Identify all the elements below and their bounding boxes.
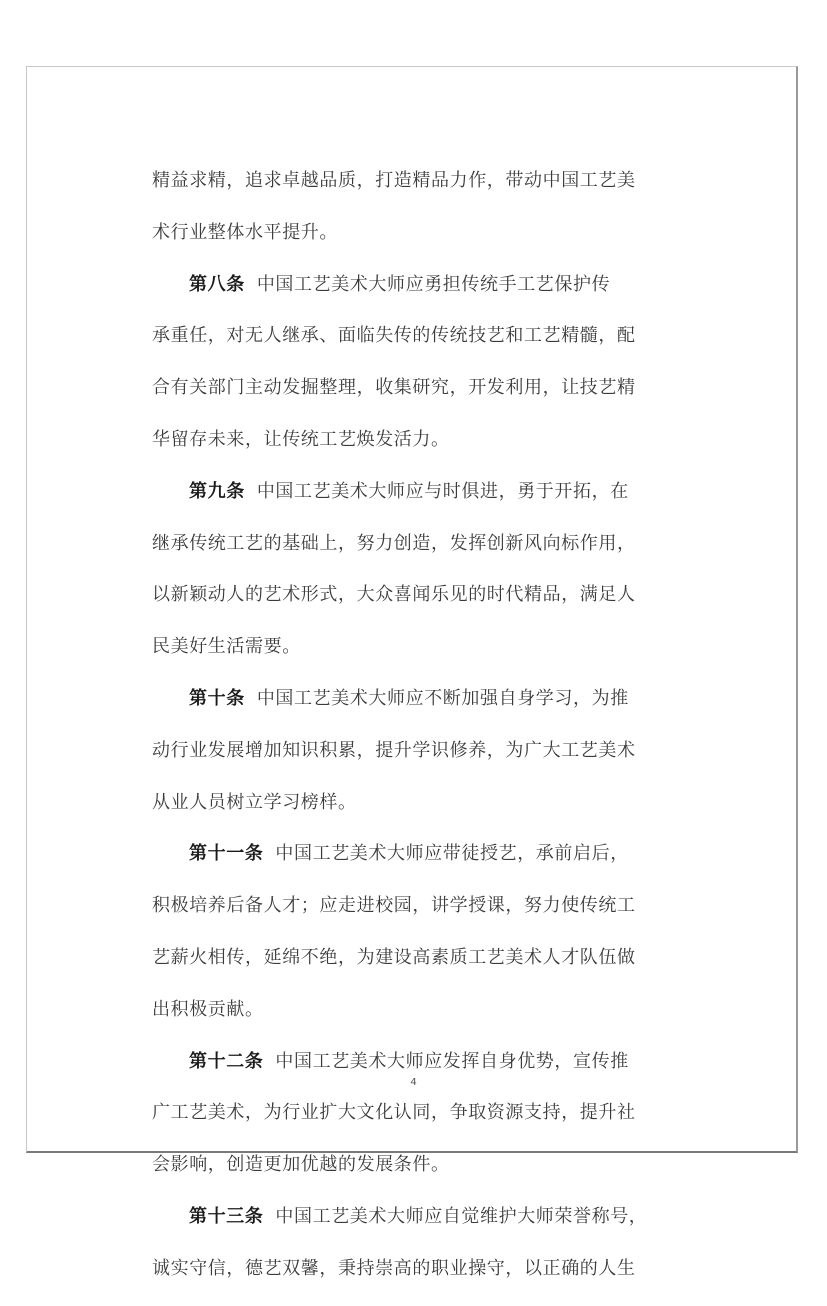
line-text: 中国工艺美术大师应发挥自身优势，宣传推	[275, 1050, 629, 1072]
line-text: 从业人员树立学习榜样。	[152, 791, 357, 813]
text-line	[152, 425, 692, 477]
text-line	[152, 632, 692, 684]
line-text: 积极培养后备人才；应走进校园，讲学授课，努力使传统工	[152, 895, 636, 917]
line-text: 中国工艺美术大师应自觉维护大师荣誉称号，	[275, 1205, 648, 1227]
line-text: 中国工艺美术大师应不断加强自身学习，为推	[256, 687, 629, 709]
text-line	[152, 1254, 692, 1306]
line-text: 动行业发展增加知识积累，提升学识修养，为广大工艺美术	[152, 739, 636, 761]
line-text: 术行业整体水平提升。	[152, 221, 338, 243]
line-text: 出积极贡献。	[152, 998, 264, 1020]
line-text: 中国工艺美术大师应勇担传统手工艺保护传	[256, 273, 611, 295]
text-line	[152, 1098, 692, 1150]
article-number: 第十三条	[189, 1205, 264, 1227]
text-line	[152, 788, 692, 840]
article-line	[152, 477, 692, 529]
document-body	[152, 166, 692, 1306]
text-line	[152, 580, 692, 632]
text-line	[152, 529, 692, 581]
line-text: 中国工艺美术大师应带徒授艺，承前启后，	[275, 843, 629, 865]
line-text: 中国工艺美术大师应与时俱进，勇于开拓，在	[256, 480, 629, 502]
text-line	[152, 373, 692, 425]
line-text: 精益求精，追求卓越品质，打造精品力作，带动中国工艺美	[152, 170, 636, 191]
article-line	[152, 270, 692, 322]
article-number: 第九条	[189, 480, 245, 502]
line-text: 广工艺美术，为行业扩大文化认同，争取资源支持，提升社	[152, 1102, 636, 1124]
line-text: 民美好生活需要。	[152, 636, 301, 658]
article-line	[152, 684, 692, 736]
text-line	[152, 321, 692, 373]
line-text: 以新颖动人的艺术形式，大众喜闻乐见的时代精品，满足人	[152, 584, 636, 606]
article-line	[152, 1047, 692, 1099]
text-line	[152, 1150, 692, 1202]
text-line	[152, 995, 692, 1047]
text-line	[152, 736, 692, 788]
article-number: 第十一条	[189, 843, 264, 865]
text-line	[152, 943, 692, 995]
page-number: 4	[410, 1077, 417, 1088]
line-text: 艺薪火相传，延绵不绝，为建设高素质工艺美术人才队伍做	[152, 946, 636, 968]
line-text: 会影响，创造更加优越的发展条件。	[152, 1154, 450, 1176]
text-line	[152, 891, 692, 943]
line-text: 继承传统工艺的基础上，努力创造，发挥创新风向标作用，	[152, 532, 636, 554]
article-line	[152, 839, 692, 891]
line-text: 诚实守信，德艺双馨，秉持崇高的职业操守，以正确的人生	[152, 1257, 636, 1279]
text-line	[152, 166, 692, 218]
article-number: 第十二条	[189, 1050, 264, 1072]
article-line	[152, 1202, 692, 1254]
line-text: 承重任，对无人继承、面临失传的传统技艺和工艺精髓，配	[152, 325, 636, 347]
line-text: 华留存未来，让传统工艺焕发活力。	[152, 428, 450, 450]
article-number: 第十条	[189, 687, 245, 709]
article-number: 第八条	[189, 273, 245, 295]
line-text: 合有关部门主动发掘整理，收集研究，开发利用，让技艺精	[152, 377, 636, 399]
text-line	[152, 218, 692, 270]
